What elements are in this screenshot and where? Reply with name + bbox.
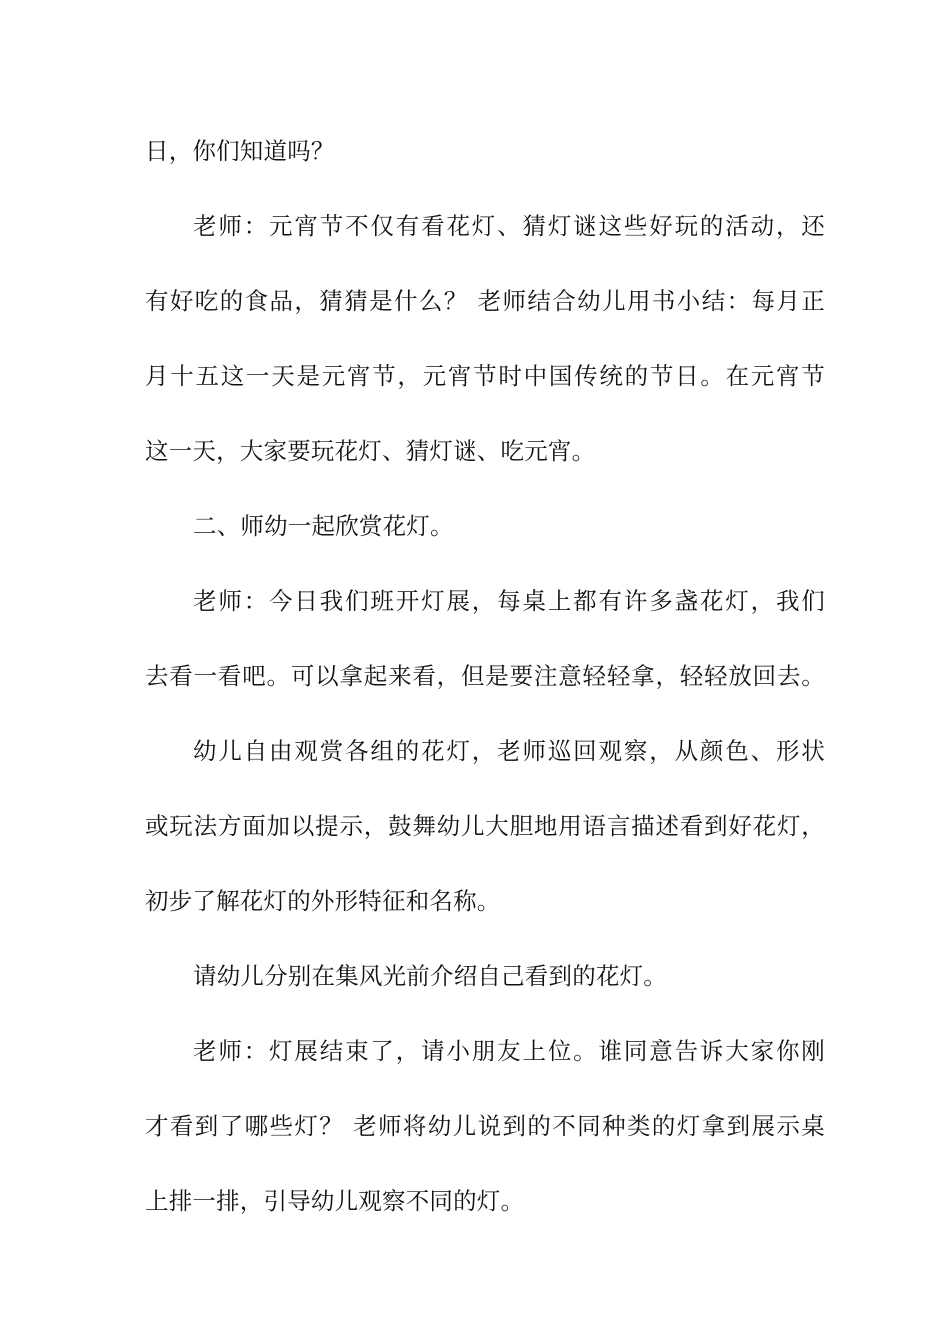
text-line: 老师：灯展结束了，请小朋友上位。谁同意告诉大家你刚 xyxy=(193,1037,825,1065)
text-line: 月十五这一天是元宵节，元宵节时中国传统的节日。在元宵节 xyxy=(145,362,825,390)
text-line: 有好吃的食品，猜猜是什么？ 老师结合幼儿用书小结：每月正 xyxy=(145,287,825,315)
text-line: 初步了解花灯的外形特征和名称。 xyxy=(145,887,501,915)
text-line: 幼儿自由观赏各组的花灯，老师巡回观察，从颜色、形状 xyxy=(193,737,825,765)
text-line: 老师：今日我们班开灯展，每桌上都有许多盏花灯，我们 xyxy=(193,587,825,615)
text-line: 请幼儿分别在集风光前介绍自己看到的花灯。 xyxy=(193,962,667,990)
text-line: 这一天，大家要玩花灯、猜灯谜、吃元宵。 xyxy=(145,437,596,465)
text-line: 日，你们知道吗？ xyxy=(145,137,335,165)
text-line: 老师：元宵节不仅有看花灯、猜灯谜这些好玩的活动，还 xyxy=(193,212,825,240)
text-line: 二、师幼一起欣赏花灯。 xyxy=(193,512,454,540)
text-line: 上排一排，引导幼儿观察不同的灯。 xyxy=(145,1187,525,1215)
text-line: 才看到了哪些灯？ 老师将幼儿说到的不同种类的灯拿到展示桌 xyxy=(145,1112,825,1140)
text-line: 或玩法方面加以提示，鼓舞幼儿大胆地用语言描述看到好花灯， xyxy=(145,812,825,840)
text-line: 去看一看吧。可以拿起来看，但是要注意轻轻拿，轻轻放回去。 xyxy=(145,662,825,690)
